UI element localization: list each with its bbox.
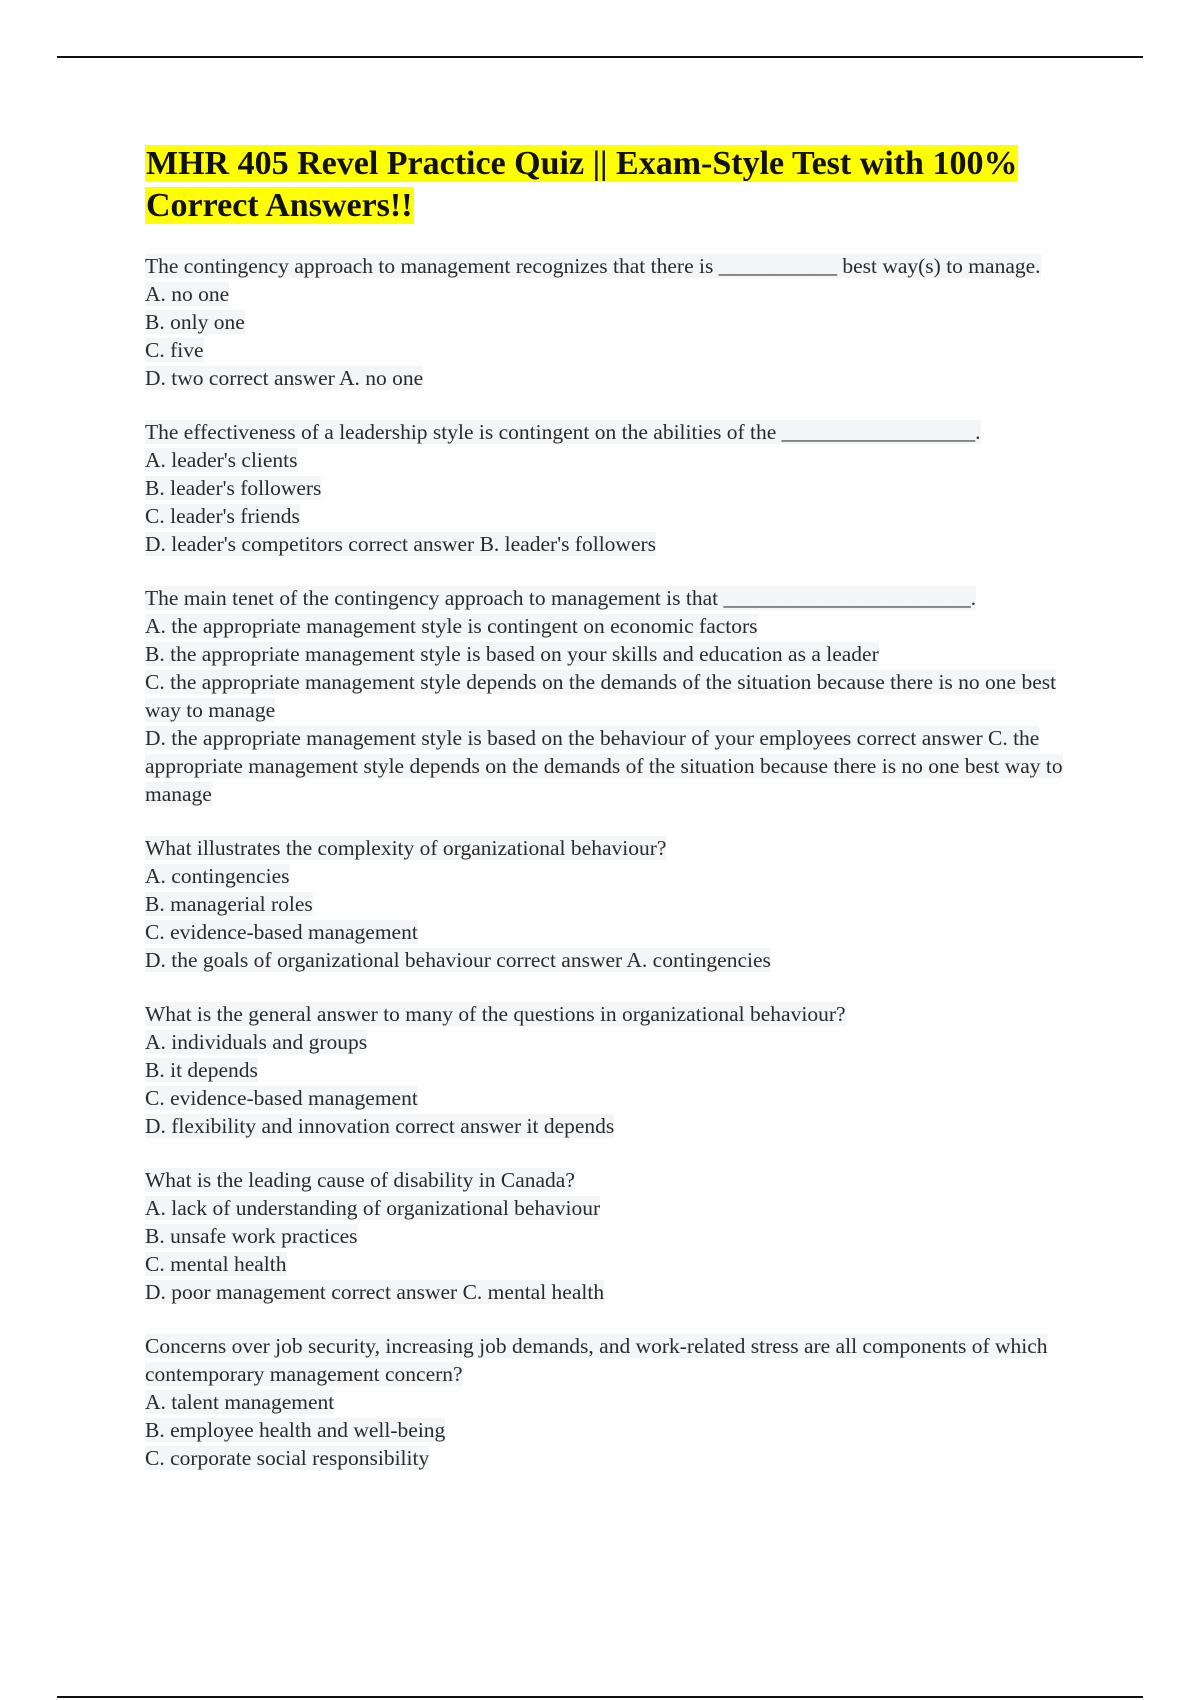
answer-option: B. it depends — [145, 1058, 258, 1082]
answer-option: C. mental health — [145, 1252, 287, 1276]
answer-option: A. talent management — [145, 1390, 335, 1414]
header-rule — [57, 56, 1143, 58]
answer-option: C. evidence-based management — [145, 1086, 418, 1110]
answer-option: A. leader's clients — [145, 448, 298, 472]
question-stem: Concerns over job security, increasing job demands, and work-related stress are all components of which contemporary management concern? — [145, 1334, 1048, 1386]
answer-option: C. five — [145, 338, 204, 362]
question-3 — [145, 584, 1070, 808]
document-title — [145, 143, 1070, 227]
answer-option: D. poor management correct answer C. mental health — [145, 1280, 605, 1304]
question-7 — [145, 1332, 1070, 1472]
question-6 — [145, 1166, 1070, 1306]
answer-option: B. the appropriate management style is based on your skills and education as a leader — [145, 642, 879, 666]
question-stem: What illustrates the complexity of organizational behaviour? — [145, 836, 667, 860]
question-stem: What is the general answer to many of the questions in organizational behaviour? — [145, 1002, 846, 1026]
answer-option: C. corporate social responsibility — [145, 1446, 430, 1470]
answer-option: A. lack of understanding of organizational behaviour — [145, 1196, 601, 1220]
answer-option: D. flexibility and innovation correct answer it depends — [145, 1114, 615, 1138]
footer-rule — [57, 1696, 1143, 1698]
question-1 — [145, 252, 1070, 392]
answer-option: A. the appropriate management style is contingent on economic factors — [145, 614, 758, 638]
answer-option: A. contingencies — [145, 864, 290, 888]
answer-option: B. managerial roles — [145, 892, 313, 916]
question-stem: The effectiveness of a leadership style is contingent on the abilities of the __________________. — [145, 420, 981, 444]
title-highlight: MHR 405 Revel Practice Quiz || Exam-Style Test with 100% Correct Answers!! — [146, 145, 1018, 224]
answer-option: B. leader's followers — [145, 476, 322, 500]
answer-option: D. leader's competitors correct answer B. leader's followers — [145, 532, 657, 556]
answer-option: D. the goals of organizational behaviour correct answer A. contingencies — [145, 948, 771, 972]
answer-option: B. only one — [145, 310, 245, 334]
question-stem: The contingency approach to management recognizes that there is ___________ best way(s) to manage. — [145, 254, 1041, 278]
answer-option: C. the appropriate management style depends on the demands of the situation because there is no one best way to manage — [145, 670, 1057, 722]
answer-option: D. the appropriate management style is based on the behaviour of your employees correct answer C. the appropriate management style depends on the demands of the situation because there is no one best way to manage — [145, 726, 1063, 806]
answer-option: C. evidence-based management — [145, 920, 418, 944]
question-2 — [145, 418, 1070, 558]
answer-option: C. leader's friends — [145, 504, 300, 528]
answer-option: B. employee health and well-being — [145, 1418, 446, 1442]
answer-option: D. two correct answer A. no one — [145, 366, 424, 390]
answer-option: A. no one — [145, 282, 230, 306]
answer-option: B. unsafe work practices — [145, 1224, 358, 1248]
question-stem: The main tenet of the contingency approach to management is that _______________________. — [145, 586, 977, 610]
question-stem: What is the leading cause of disability in Canada? — [145, 1168, 575, 1192]
question-5 — [145, 1000, 1070, 1140]
question-4 — [145, 834, 1070, 974]
document-body — [145, 143, 1070, 1498]
answer-option: A. individuals and groups — [145, 1030, 368, 1054]
